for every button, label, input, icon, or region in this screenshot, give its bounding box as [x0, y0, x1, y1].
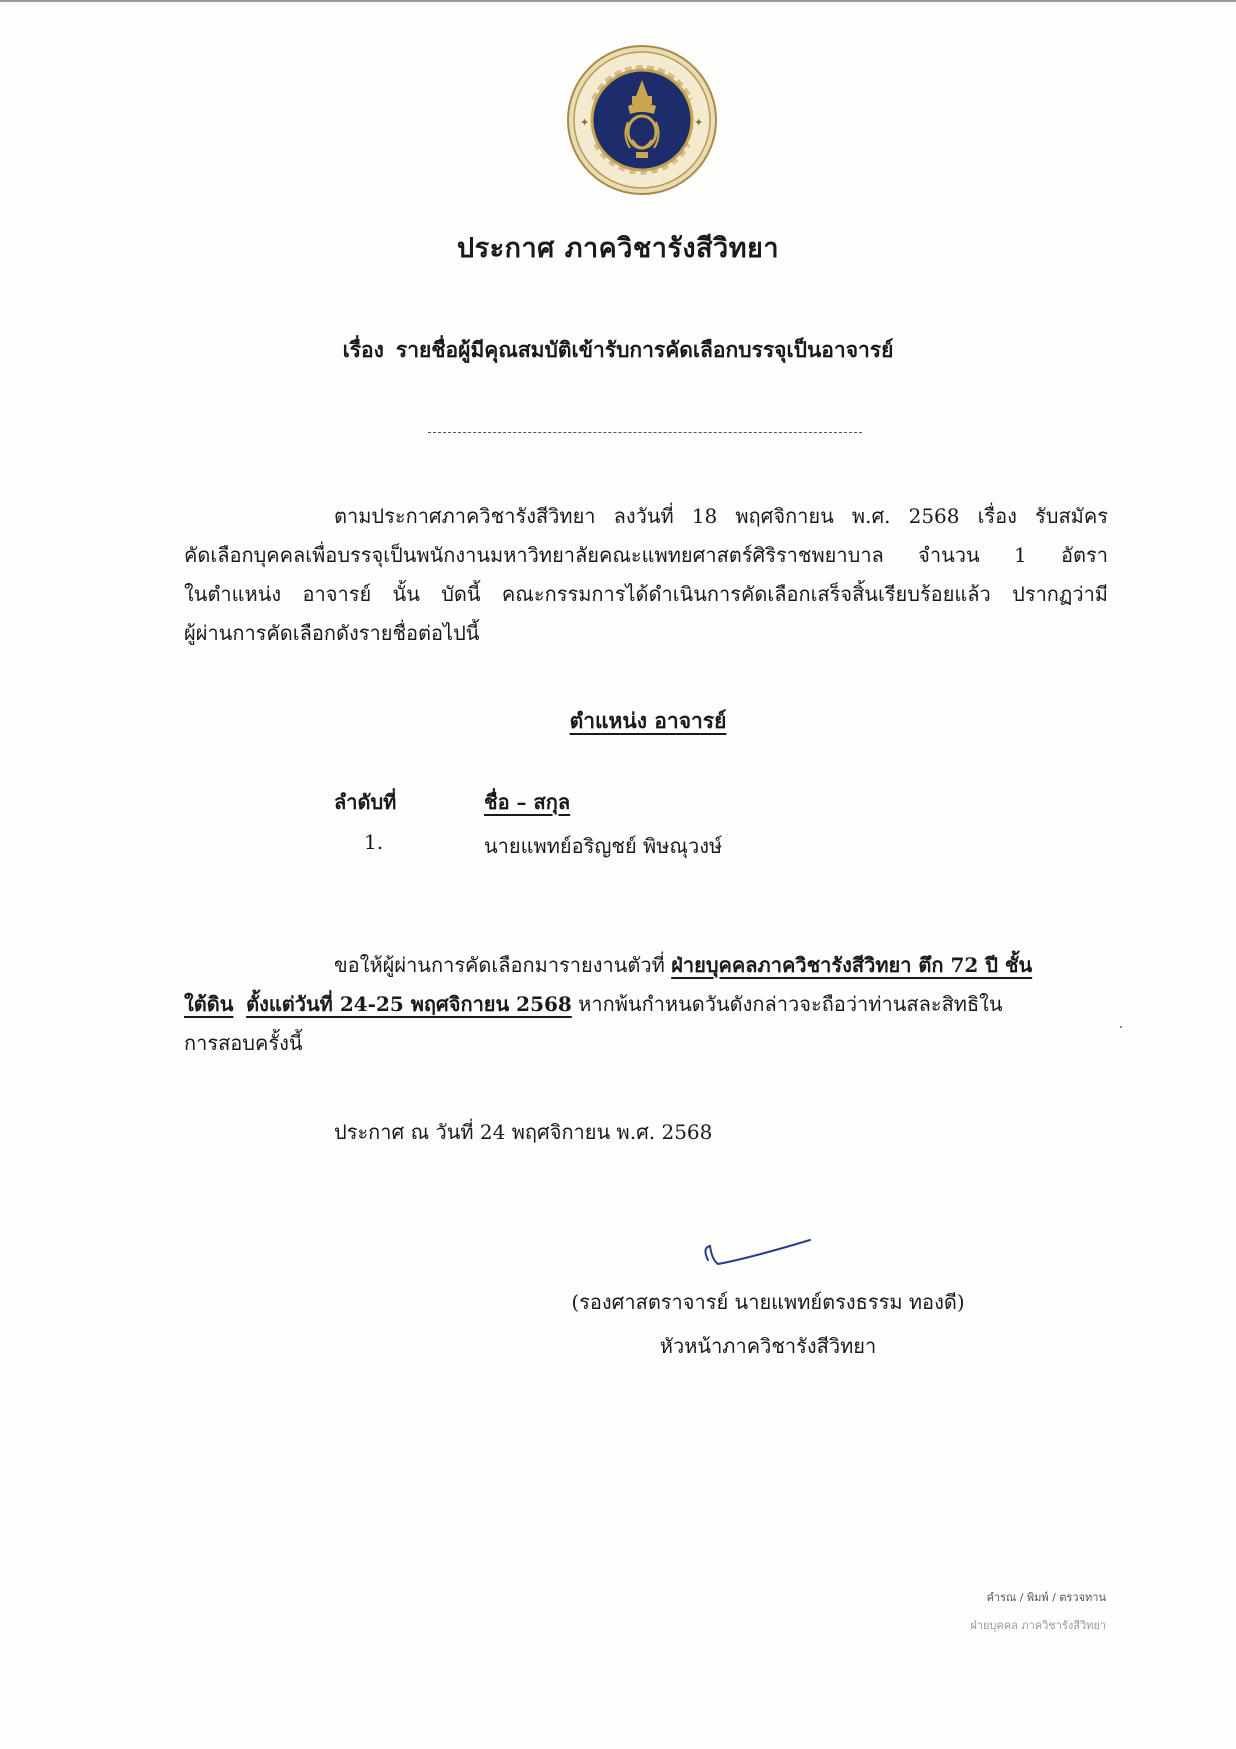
footer-line-1: คำรณ / พิมพ์ / ตรวจทาน: [986, 1591, 1106, 1604]
announcement-subject: [0, 334, 1236, 367]
announcement-date: ประกาศ ณ วันที่ 24 พฤศจิกายน พ.ศ. 2568: [334, 1120, 713, 1144]
para2-line2-plain: หากพ้นกำหนดวันดังกล่าวจะถือว่าท่านสละสิทธิใน: [571, 992, 1003, 1016]
para1-line-2: คัดเลือกบุคคลเพื่อบรรจุเป็นพนักงานมหาวิทยาลัยคณะแพทยศาสตร์ศิริราชพยาบาล จำนวน 1 อัตรา: [184, 543, 1108, 567]
subject-label: เรื่อง: [342, 337, 384, 362]
handwritten-signature-icon: [700, 1230, 820, 1274]
svg-text:✦: ✦: [694, 116, 704, 129]
signatory-block: [538, 1280, 998, 1368]
signatory-title: หัวหน้าภาควิชารังสีวิทยา: [659, 1334, 877, 1358]
dashed-divider: [428, 432, 862, 433]
list-header-name: ชื่อ – สกุล: [484, 790, 571, 814]
footer-line-2: ฝ่ายบุคคล ภาควิชารังสีวิทยา: [970, 1619, 1106, 1632]
scan-speck: [1120, 1026, 1122, 1028]
para2-line2-bold-b: ตั้งแต่วันที่ 24-25 พฤศจิกายน 2568: [246, 992, 572, 1016]
position-heading: ตำแหน่ง อาจารย์: [569, 708, 727, 733]
body-paragraph-1: [184, 497, 1108, 653]
announcement-title: ประกาศ ภาควิชารังสีวิทยา: [457, 233, 779, 264]
para2-line-1: [184, 946, 1108, 985]
body-paragraph-2: [184, 946, 1108, 1063]
para1-line-1: ตามประกาศภาควิชารังสีวิทยา ลงวันที่ 18 พฤศจิกายน พ.ศ. 2568 เรื่อง รับสมัคร: [334, 504, 1108, 528]
mahidol-university-seal-icon: [566, 44, 718, 196]
svg-text:✦: ✦: [580, 116, 590, 129]
candidate-order: 1.: [364, 830, 384, 854]
para2-line2-bold-a: ใต้ดิน: [184, 992, 234, 1016]
list-header-order: ลำดับที่: [334, 790, 397, 814]
para2-line1-plain: ขอให้ผู้ผ่านการคัดเลือกมารายงานตัวที่: [334, 953, 672, 977]
scan-top-edge: [0, 0, 1236, 2]
signatory-name: (รองศาสตราจารย์ นายแพทย์ตรงธรรม ทองดี): [571, 1290, 965, 1314]
para1-line-4: ผู้ผ่านการคัดเลือกดังรายชื่อต่อไปนี้: [184, 621, 480, 645]
candidate-name: นายแพทย์อริญชย์ พิษณุวงษ์: [484, 834, 723, 858]
footer-note: [970, 1584, 1106, 1640]
para2-line-2: [184, 985, 1108, 1024]
para1-line-3: ในตำแหน่ง อาจารย์ นั้น บัดนี้ คณะกรรมการได้ดำเนินการคัดเลือกเสร็จสิ้นเรียบร้อยแล้ว ปรากฏว่ามี: [184, 582, 1108, 606]
subject-text: รายชื่อผู้มีคุณสมบัติเข้ารับการคัดเลือกบรรจุเป็นอาจารย์: [395, 337, 894, 362]
para2-line-3: การสอบครั้งนี้: [184, 1031, 303, 1055]
para2-line1-bold: ฝ่ายบุคคลภาควิชารังสีวิทยา ตึก 72 ปี ชั้น: [671, 953, 1033, 977]
